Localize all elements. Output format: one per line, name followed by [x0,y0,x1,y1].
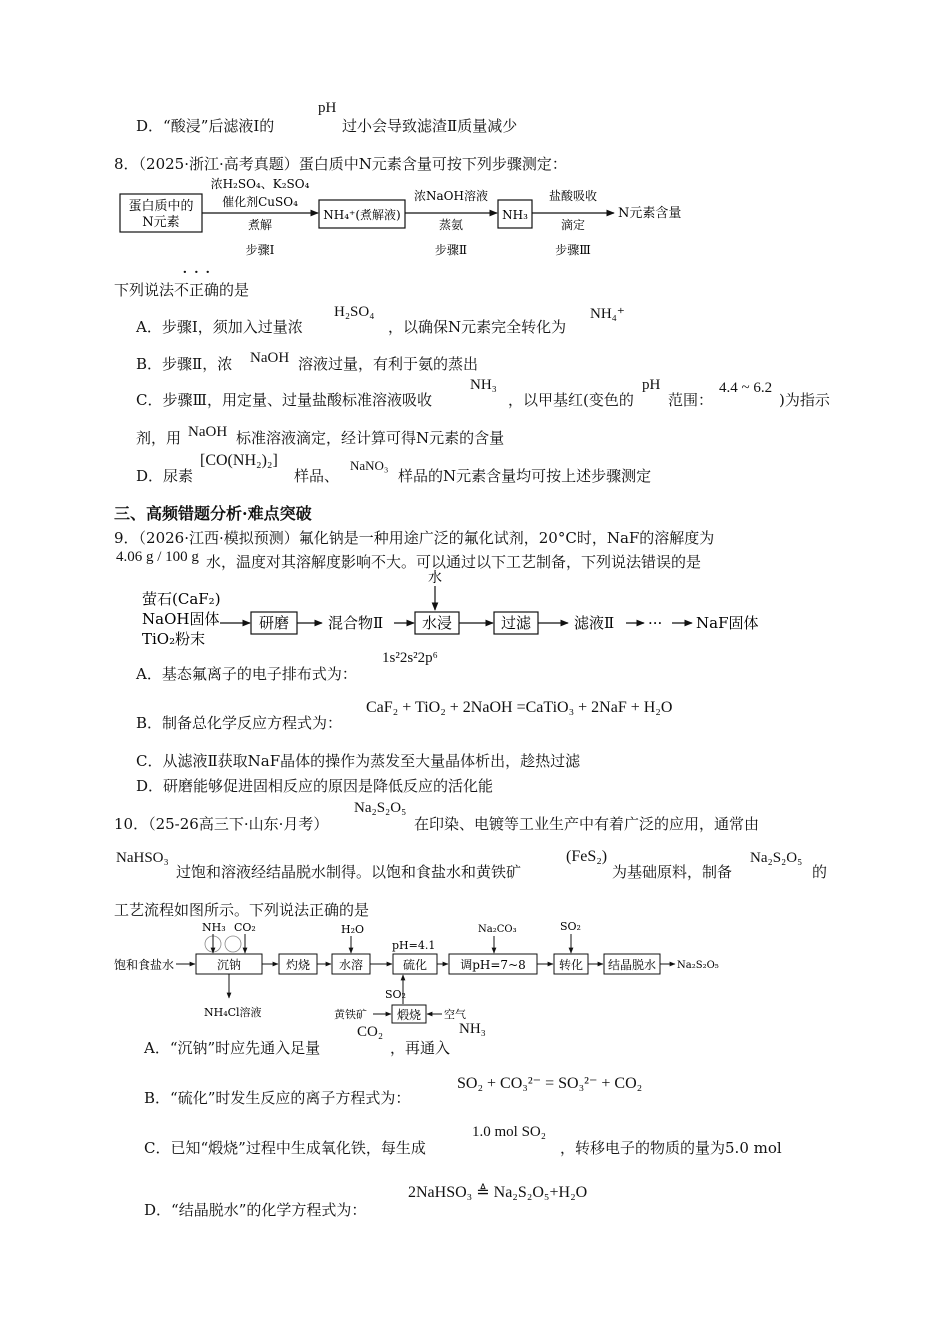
q8-box1-l1: 蛋白质中的 [128,199,194,214]
q9-dots: ··· [648,614,663,632]
q9-optD: D．研磨能够促进固相反应的原因是降低反应的活化能 [136,777,494,795]
q10-line3: 工艺流程如图所示。下列说法正确的是 [114,901,370,919]
q10-optA-nh3: NH₃ [459,1021,486,1037]
q10-box1: 沉钠 [216,958,242,972]
q10-box4: 硫化 [402,958,428,972]
q10-optC-text: C．已知“煅烧”过程中生成氧化铁，每生成 [144,1139,426,1157]
q10-co2: CO₂ [234,921,256,934]
q10-na2s2o5: Na₂S₂O₅ [354,800,407,816]
q9-mix: 混合物Ⅱ [328,614,384,632]
q7-optD-text: D．“酸浸”后滤液Ⅰ的 [136,117,275,135]
q10-optC-tail: ，转移电子的物质的量为5.0 mol [560,1139,782,1157]
q10-line2: 过饱和溶液经结晶脱水制得。以饱和食盐水和黄铁矿 [176,863,522,881]
q10-box8: 结晶脱水 [607,958,657,972]
q9-optA-text: A．基态氟离子的电子排布式为： [136,665,357,683]
q10-na2co3: Na₂CO₃ [478,924,517,935]
q10-product: Na₂S₂O₅ [677,960,719,971]
q9-stem: 9．（2026·江西·模拟预测）氟化钠是一种用途广泛的氟化试剂，20°C时，NaF的溶解度为 [114,529,715,547]
q9-filtrate: 滤液Ⅱ [574,614,615,632]
q8-optC-text: C．步骤Ⅲ，用定量、过量盐酸标准溶液吸收 [136,391,432,409]
q8-optD-nano3: NaNO₃ [350,458,389,473]
q9-optC: C．从滤液Ⅱ获取NaF晶体的操作为蒸发至大量晶体析出，趁热过滤 [136,752,581,770]
q10-optD-text: D．“结晶脱水”的化学方程式为： [144,1201,367,1219]
q10-box2: 灼烧 [285,958,311,972]
q8-step2: 步骤Ⅱ [434,243,468,257]
q8-optC-line2: 剂，用 [136,429,182,447]
q8-optB-naoh: NaOH [250,350,290,366]
q10-na2s2o5-b: Na₂S₂O₅ [750,850,803,866]
q8-box3: NH₃ [502,208,528,222]
q10-so2b: SO₂ [560,920,581,933]
q9-box2: 水浸 [421,614,453,632]
q8-optB-tail: 溶液过量，有利于氨的蒸出 [298,355,479,373]
q9-flowchart [138,566,778,650]
q8-arrow3-bottom: 滴定 [560,218,586,232]
q8-optC-range-value: 4.4 ~ 6.2 [719,380,773,396]
q10-optA-text: A．“沉钠”时应先通入足量 [144,1039,321,1057]
q8-optC-mid: ，以甲基红(变色的 [508,391,634,409]
q10-start: 饱和食盐水 [114,958,175,972]
q10-optB-equation: SO₂ + CO₃²⁻ = SO₃²⁻ + CO₂ [457,1075,643,1092]
q9-raw2: NaOH固体 [142,610,220,628]
q10-nh3: NH₃ [202,921,226,934]
q8-box2: NH₄⁺(煮解液) [323,208,401,222]
q8-optC-nh3: NH₃ [470,377,497,393]
q10-fes2: (FeS₂) [566,848,608,865]
q9-raw1: 萤石(CaF₂) [142,590,221,608]
q7-option-d [136,116,274,136]
q8-arrow1-top2: 催化剂CuSO₄ [222,195,298,209]
q8-optC-ph: pH [642,377,661,393]
q10-optB-text: B．“硫化”时发生反应的离子方程式为： [144,1089,411,1107]
q8-optD-mid: 样品、 [294,467,340,485]
q8-result: N元素含量 [618,206,682,221]
q8-optC-end: )为指示 [779,391,830,409]
q7-optD-tail: 过小会导致滤渣Ⅱ质量减少 [342,117,518,135]
q9-raw3: TiO₂粉末 [142,630,206,648]
q8-question: 下列说法不正确的是 [114,281,250,299]
q8-flowchart [114,176,734,266]
q8-stem: 8．（2025·浙江·高考真题）蛋白质中N元素含量可按下列步骤测定： [114,155,567,173]
q8-emphasis-dots: · · · [182,262,211,283]
q8-step3: 步骤Ⅲ [555,243,591,257]
q8-optB-text: B．步骤Ⅱ，浓 [136,355,233,373]
q8-optD-urea: [CO(NH₂)₂] [200,452,278,469]
q8-optA-h2so4: H₂SO₄ [334,304,375,320]
q10-h2o: H₂O [341,923,365,936]
q8-optA-tail: ，以确保N元素完全转化为 [388,318,567,336]
q10-so2a: SO₂ [385,988,406,1001]
q10-flowchart [112,918,732,1026]
q9-product: NaF固体 [696,614,759,632]
q10-line2-mid: 为基础原料，制备 [612,863,733,881]
q10-optC-so2: 1.0 mol SO₂ [472,1124,546,1140]
q9-water: 水 [428,570,442,586]
q8-arrow1-top1: 浓H₂SO₄、K₂SO₄ [210,177,310,191]
q7-ph-formula: pH [318,100,337,116]
q10-pyrite: 黄铁矿 [334,1008,367,1021]
q10-stem: 10．（25-26高三下·山东·月考） [114,815,329,833]
q10-optD-equation: 2NaHSO₃ ≜ Na₂S₂O₅+H₂O [408,1184,588,1201]
q9-optB-text: B．制备总化学反应方程式为： [136,714,343,732]
q9-stem-tail: 水，温度对其溶解度影响不大。可以通过以下工艺制备，下列说法错误的是 [206,553,702,571]
q10-optA-co2: CO₂ [357,1024,384,1040]
q8-optD-text: D．尿素 [136,467,194,485]
q10-optA-mid: ，再通入 [390,1039,451,1057]
q8-arrow3-top: 盐酸吸收 [548,189,598,203]
q8-optA-nh4: NH₄⁺ [590,306,625,322]
q9-box3: 过滤 [500,614,532,632]
q9-optA-config: 1s²2s²2p⁶ [382,650,438,666]
q8-optA-text: A．步骤Ⅰ，须加入过量浓 [136,318,303,336]
q8-arrow1-bottom: 煮解 [247,218,273,232]
q8-optD-tail: 样品的N元素含量均可按上述步骤测定 [398,467,652,485]
q9-box1: 研磨 [258,614,290,632]
q8-optC-naoh: NaOH [188,424,228,440]
q10-box5: 煅烧 [396,1008,422,1022]
q10-box6: 调pH=7~8 [460,958,526,972]
q10-nh4cl: NH₄Cl溶液 [204,1006,262,1019]
q8-optC-line2-tail: 标准溶液滴定，经计算可得N元素的含量 [236,429,505,447]
q10-air: 空气 [444,1008,466,1021]
q9-optB-equation: CaF₂ + TiO₂ + 2NaOH =CaTiO₃ + 2NaF + H₂O [366,699,673,716]
q8-step1: 步骤Ⅰ [245,243,275,257]
section-heading: 三、高频错题分析·难点突破 [114,504,312,523]
q10-nahso3: NaHSO₃ [116,850,169,866]
q10-box7: 转化 [558,958,584,972]
q10-line2-end: 的 [812,863,828,881]
q10-stem-tail: 在印染、电镀等工业生产中有着广泛的应用，通常由 [414,815,760,833]
q10-box3: 水溶 [338,958,364,972]
q8-arrow2-top: 浓NaOH溶液 [414,189,488,203]
q8-optC-range: 范围： [668,391,714,409]
q10-ph: pH=4.1 [392,939,436,952]
q9-solubility: 4.06 g / 100 g [116,549,199,565]
q8-box1-l2: N元素 [142,215,180,230]
q8-arrow2-bottom: 蒸氨 [438,218,464,232]
